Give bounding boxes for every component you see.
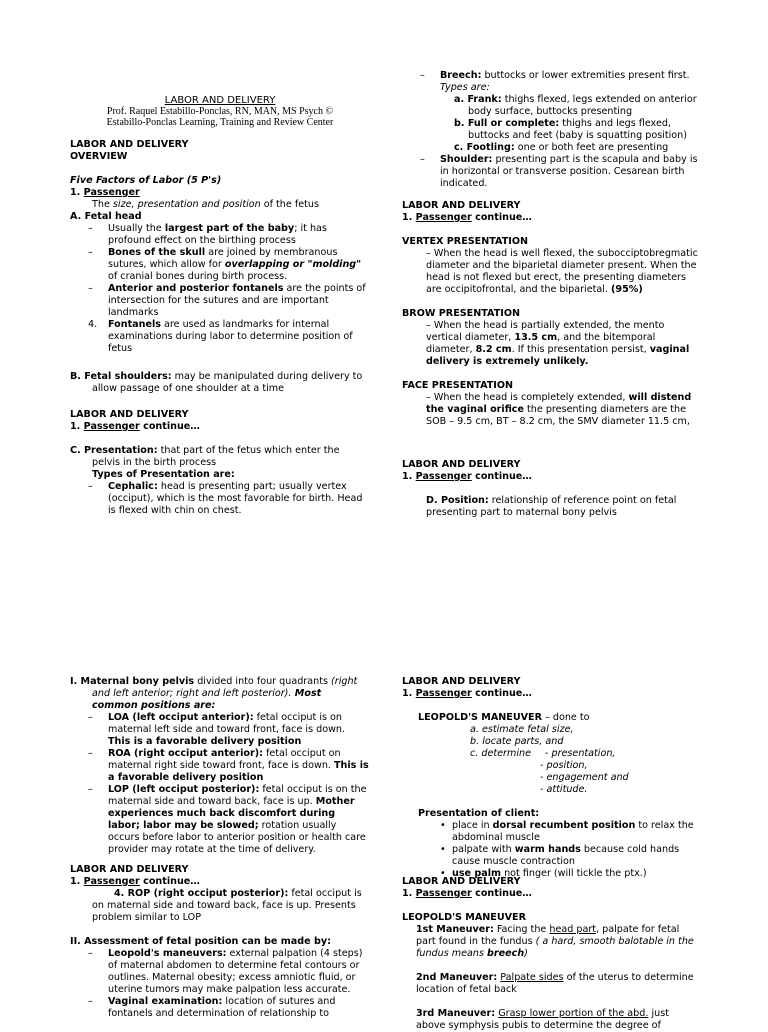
- maternal-pelvis-section: [70, 676, 370, 856]
- position-section: [402, 459, 700, 519]
- presentation-list: [402, 70, 700, 94]
- brow-heading: BROW PRESENTATION: [402, 308, 521, 319]
- maneuvers-section: [402, 876, 700, 1032]
- section-heading: LABOR AND DELIVERY: [70, 409, 189, 420]
- list-item: – Breech: buttocks or lower extremities present first. Types are:: [402, 70, 700, 94]
- types-label: Types are:: [440, 82, 490, 93]
- passenger-continue: 1. Passenger continue…: [70, 421, 200, 432]
- presentation-definition: C. Presentation: that part of the fetus which enter the pelvis in the birth process: [70, 445, 340, 468]
- fetal-head-list: [70, 223, 370, 355]
- leopold-heading: LEOPOLD'S MANEUVER: [402, 912, 526, 923]
- client-list: [402, 820, 700, 880]
- overview-section: [70, 139, 370, 395]
- five-factors-heading: Five Factors of Labor (5 P's): [70, 175, 222, 186]
- center-line: Estabillo-Ponclas Learning, Training and Review Center: [106, 117, 334, 128]
- purpose-item: c. determine - presentation,: [470, 748, 616, 759]
- section-heading: LABOR AND DELIVERY: [402, 200, 521, 211]
- purpose-item: - attitude.: [540, 784, 588, 795]
- list-item: • palpate with warm hands because cold hands cause muscle contraction: [402, 844, 700, 868]
- purpose-item: a. estimate fetal size,: [470, 724, 574, 735]
- list-item: • place in dorsal recumbent position to relax the abdominal muscle: [402, 820, 700, 844]
- passenger-continue: 1. Passenger continue…: [402, 888, 532, 899]
- presentation-list: [70, 481, 370, 517]
- assessment-heading: II. Assessment of fetal position can be made by:: [70, 936, 331, 947]
- vertex-heading: VERTEX PRESENTATION: [402, 236, 529, 247]
- assessment-section: [70, 864, 370, 1020]
- leopold-intro: LEOPOLD'S MANEUVER – done to: [418, 712, 590, 723]
- section-heading: LABOR AND DELIVERY: [70, 864, 189, 875]
- positions-list: [70, 712, 370, 856]
- shoulder-list: [402, 154, 700, 190]
- position-definition: D. Position: relationship of reference point on fetal presenting part to maternal bony pelvis: [426, 495, 677, 518]
- fetal-head-heading: A. Fetal head: [70, 211, 142, 222]
- face-heading: FACE PRESENTATION: [402, 380, 514, 391]
- list-item: 4. Fontanels are used as landmarks for internal examinations during labor to determine position of fetus: [70, 319, 370, 355]
- passenger-continue: 1. Passenger continue…: [402, 212, 532, 223]
- passenger-continue: 1. Passenger continue…: [402, 688, 532, 699]
- passenger-definition: The size, presentation and position of the fetus: [92, 199, 319, 210]
- passenger-continue: 1. Passenger continue…: [402, 471, 532, 482]
- section-heading: LABOR AND DELIVERY: [70, 139, 189, 150]
- presentation-section: [70, 409, 370, 517]
- list-item: – ROA (right occiput anterior): fetal occiput on maternal right side toward front, face is down. This is a favorable delivery position: [70, 748, 370, 784]
- cephalic-types-section: [402, 200, 700, 428]
- document-header: [70, 95, 370, 128]
- leopold-section: [402, 676, 700, 880]
- frank-item: a. Frank: thighs flexed, legs extended on anterior body surface, buttocks presenting: [454, 94, 697, 117]
- list-item: – Bones of the skull are joined by membranous sutures, which allow for overlapping or "molding" of cranial bones during birth process.: [70, 247, 370, 283]
- list-item: – Shoulder: presenting part is the scapula and baby is in horizontal or transverse position. Cesarean birth indicated.: [402, 154, 700, 190]
- types-heading: Types of Presentation are:: [92, 469, 235, 480]
- breech-section: [402, 70, 700, 190]
- section-heading: LABOR AND DELIVERY: [402, 876, 521, 887]
- vertex-text: – When the head is well flexed, the subocciptobregmatic diameter and the biparietal diameter present. When the head is not flexed but erect, the presenting diameters are occipitofrontal, and the biparietal. (95%): [426, 248, 698, 295]
- passenger-heading: 1. Passenger: [70, 187, 140, 198]
- list-item: – Cephalic: head is presenting part; usually vertex (occiput), which is the most favorable for birth. Head is flexed with chin on chest.: [70, 481, 370, 517]
- client-heading: Presentation of client:: [418, 808, 540, 819]
- full-item: b. Full or complete: thighs and legs flexed, buttocks and feet (baby is squatting position): [454, 118, 687, 141]
- purpose-item: - engagement and: [540, 772, 629, 783]
- face-text: – When the head is completely extended, will distend the vaginal orifice the presenting diameters are the SOB – 9.5 cm, BT – 8.2 cm, the SMV diameter 11.5 cm,: [426, 392, 692, 427]
- assessment-list: [70, 948, 370, 1020]
- maneuver-3: 3rd Maneuver: Grasp lower portion of the abd. just above symphysis pubis to determine the degree of: [416, 1008, 669, 1031]
- page-title: LABOR AND DELIVERY: [164, 95, 276, 106]
- list-item: – Leopold's maneuvers: external palpation (4 steps) of maternal abdomen to determine fetal contours or outlines. Maternal obesity; excess amniotic fluid, or uterine tumors may make palpation less accurate.: [70, 948, 370, 996]
- maternal-pelvis-definition: I. Maternal bony pelvis divided into four quadrants (right and left anterior; right and left posterior). Most common positions are:: [70, 676, 358, 711]
- list-item: – Vaginal examination: location of sutures and fontanels and determination of relationship to: [70, 996, 370, 1020]
- fetal-shoulders: B. Fetal shoulders: may be manipulated during delivery to allow passage of one shoulder at a time: [70, 371, 363, 394]
- purpose-item: b. locate parts, and: [470, 736, 564, 747]
- author-line: Prof. Raquel Estabillo-Ponclas, RN, MAN, MS Psych ©: [106, 106, 334, 117]
- purpose-item: - position,: [540, 760, 588, 771]
- rop-item: 4. ROP (right occiput posterior): fetal occiput is on maternal side and toward back, face is up. Presents problem similar to LOP: [92, 888, 362, 923]
- maneuver-2: 2nd Maneuver: Palpate sides of the uterus to determine location of fetal back: [416, 972, 694, 995]
- section-heading: LABOR AND DELIVERY: [402, 676, 521, 687]
- footling-item: c. Footling: one or both feet are presenting: [454, 142, 669, 153]
- passenger-continue: 1. Passenger continue…: [70, 876, 200, 887]
- list-item: – LOA (left occiput anterior): fetal occiput is on maternal left side and toward front, face is down. This is a favorable delivery position: [70, 712, 370, 748]
- list-item: – Usually the largest part of the baby; it has profound effect on the birthing process: [70, 223, 370, 247]
- brow-text: – When the head is partially extended, the mento vertical diameter, 13.5 cm, and the bitemporal diameter, 8.2 cm. If this presentation persist, vaginal delivery is extremely unlikely.: [426, 320, 690, 367]
- maneuver-1: 1st Maneuver: Facing the head part, palpate for fetal part found in the fundus ( a hard, smooth balotable in the fundus means breech): [416, 924, 694, 959]
- list-item: – LOP (left occiput posterior): fetal occiput is on the maternal side and toward back, face is up. Mother experiences much back discomfort during labor; labor may be slowed; rotation usually occurs before labor to anterior position or health care provider may rotate at the time of delivery.: [70, 784, 370, 856]
- overview-heading: OVERVIEW: [70, 151, 128, 162]
- list-item: – Anterior and posterior fontanels are the points of intersection for the sutures and are important landmarks: [70, 283, 370, 319]
- list-item: • use palm not finger (will tickle the ptx.): [402, 868, 700, 880]
- leopold-purposes: [402, 724, 700, 796]
- section-heading: LABOR AND DELIVERY: [402, 459, 521, 470]
